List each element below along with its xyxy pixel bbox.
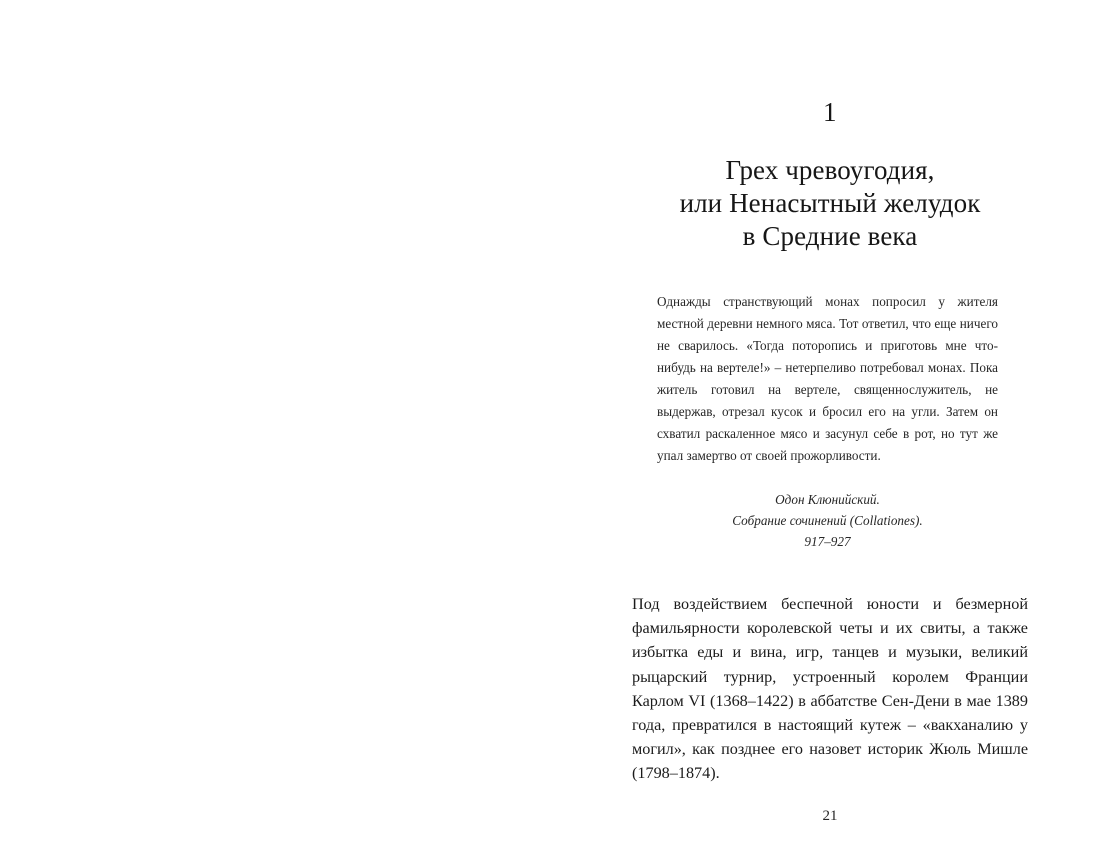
page-number: 21 [822, 808, 838, 824]
epigraph-attribution-author: Одон Клюнийский. [775, 492, 880, 507]
chapter-title [622, 154, 1038, 253]
epigraph-text: Однажды странствующий монах попросил у жителя местной деревни немного мяса. Тот ответил, что еще ничего не сварилось. «Тогда поторопись и приготовь мне что-нибудь на вертеле!» – нетерпеливо потребовал монах. Пока житель готовил на вертеле, священнослужитель, не выдержав, отрезал кусок и бросил его на угли. Затем он схватил раскаленное мясо и засунул себе в рот, но тут же упал замертво от своей прожорливости. [657, 294, 998, 463]
text-column [632, 0, 1028, 861]
chapter-title-line-1: Грех чревоугодия, [725, 155, 935, 186]
epigraph-attribution-work: Собрание сочинений (Collationes). [732, 513, 923, 528]
epigraph-attribution [657, 489, 998, 552]
body-paragraph: Под воздействием беспечной юности и безмерной фамильярности королевской четы и их свиты, а также избытка еды и вина, игр, танцев и музыки, великий рыцарский турнир, устроенный королем Франции Карлом VI (1368–1422) в аббатстве Сен-Дени в мае 1389 года, превратился в настоящий кутеж – «вакханалию у могил», как позднее его назовет историк Жюль Мишле (1798–1874). [632, 595, 1028, 783]
epigraph [657, 291, 998, 552]
chapter-title-line-2: или Ненасытный желудок [679, 188, 981, 219]
epigraph-attribution-date: 917–927 [804, 534, 851, 549]
chapter-number: 1 [823, 97, 837, 127]
chapter-title-line-3: в Средние века [742, 221, 918, 252]
